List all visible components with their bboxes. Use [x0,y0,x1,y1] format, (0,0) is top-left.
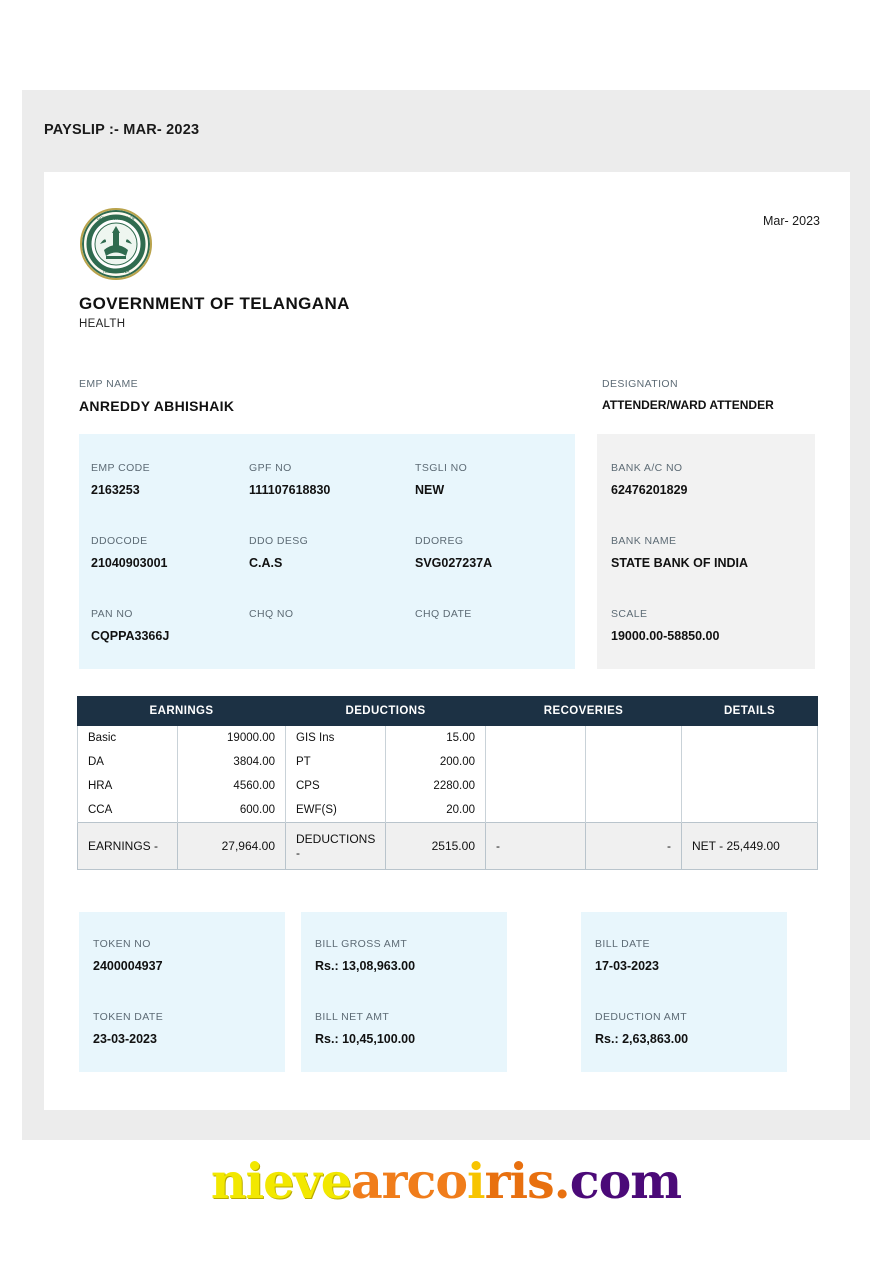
bill-net-amt-field [315,1011,415,1046]
deduction-name: EWF(S) [286,798,386,823]
token-info-box [79,912,285,1072]
detail-value: 19000.00-58850.00 [611,629,720,643]
total-recoveries-label: - [486,823,586,870]
bill-net-amt-label: BILL NET AMT [315,1011,390,1023]
government-name: GOVERNMENT OF TELANGANA [79,294,350,313]
total-deductions-label: DEDUCTIONS - [286,823,386,870]
recovery-amount [586,726,682,751]
designation-label: DESIGNATION [602,378,678,390]
detail-value: NEW [415,483,445,497]
detail-label: PAN NO [91,608,133,620]
employee-name-block [79,378,234,414]
bank-details-panel [597,434,815,669]
token-date-label: TOKEN DATE [93,1011,164,1023]
bill-gross-amt-value: Rs.: 13,08,963.00 [315,959,416,973]
detail-label: EMP CODE [91,462,151,474]
detail-label: CHQ NO [249,608,294,620]
designation-value: ATTENDER/WARD ATTENDER [602,398,774,412]
detail-label: CHQ DATE [415,608,472,620]
table-row [78,774,818,798]
svg-text:GOVERNMENT OF: GOVERNMENT OF [96,217,136,222]
employee-details-panel [79,434,575,669]
recovery-name [486,774,586,798]
detail-text [682,774,818,798]
detail-value: C.A.S [249,556,283,570]
detail-label: TSGLI NO [415,462,468,474]
bill-gross-amt-field [315,938,415,973]
deduction-amount: 2280.00 [386,774,486,798]
site-watermark [0,1152,892,1210]
svg-text:TELANGANA: TELANGANA [102,270,130,275]
detail-label: BANK NAME [611,535,677,547]
detail-text [682,798,818,823]
table-totals-row [78,823,818,870]
deduction-name: GIS Ins [286,726,386,751]
deduction-name: CPS [286,774,386,798]
bill-date-field [595,938,659,973]
deduction-amt-label: DEDUCTION AMT [595,1011,688,1023]
earning-name: HRA [78,774,178,798]
total-recoveries-value: - [586,823,682,870]
employee-name-label: EMP NAME [79,378,139,390]
detail-value: SVG027237A [415,556,493,570]
employee-name-value: ANREDDY ABHISHAIK [79,398,235,414]
bill-amount-box [301,912,507,1072]
column-header-deductions: DEDUCTIONS [286,697,486,726]
earnings-deductions-table [77,696,818,870]
detail-scale [611,608,719,643]
detail-label: DDOREG [415,535,464,547]
detail-ddoreg [415,535,492,570]
detail-gpf-no [249,462,330,497]
page-title: PAYSLIP :- MAR- 2023 [44,122,200,138]
watermark-part-4: ris. [484,1152,570,1210]
detail-tsgli-no [415,462,467,497]
detail-value: 62476201829 [611,483,688,497]
detail-label: GPF NO [249,462,292,474]
recovery-name [486,750,586,774]
watermark-part-2: arco [350,1152,468,1210]
detail-value: 21040903001 [91,556,168,570]
detail-value: CQPPA3366J [91,629,170,643]
recovery-name [486,798,586,823]
detail-chq-no [249,608,293,629]
column-header-earnings: EARNINGS [78,697,286,726]
detail-text [682,726,818,751]
deduction-amount: 20.00 [386,798,486,823]
recovery-amount [586,798,682,823]
token-date-value: 23-03-2023 [93,1032,157,1046]
watermark-part-3: i [467,1152,485,1210]
detail-label: DDO DESG [249,535,309,547]
bill-gross-amt-label: BILL GROSS AMT [315,938,408,950]
earning-name: DA [78,750,178,774]
bill-date-label: BILL DATE [595,938,650,950]
watermark-part-1: nieve [210,1152,351,1210]
deduction-amt-field [595,1011,688,1046]
watermark-part-5: com [569,1152,682,1210]
net-amount-label: NET - 25,449.00 [682,823,818,870]
table-row [78,798,818,823]
detail-label: DDOCODE [91,535,148,547]
recovery-amount [586,774,682,798]
earning-amount: 4560.00 [178,774,286,798]
token-no-field [93,938,163,973]
column-header-details: DETAILS [682,697,818,726]
recovery-name [486,726,586,751]
token-no-label: TOKEN NO [93,938,151,950]
detail-value: 2163253 [91,483,140,497]
bill-date-box [581,912,787,1072]
designation-block [602,378,774,412]
detail-emp-code [91,462,150,497]
detail-label: SCALE [611,608,648,620]
bill-date-value: 17-03-2023 [595,959,659,973]
table-row [78,750,818,774]
detail-text [682,750,818,774]
payslip-period: Mar- 2023 [763,214,820,228]
telangana-emblem-icon [80,208,152,280]
detail-ddo-desg [249,535,308,570]
table-row [78,726,818,751]
deduction-amount: 15.00 [386,726,486,751]
bill-net-amt-value: Rs.: 10,45,100.00 [315,1032,416,1046]
earning-name: CCA [78,798,178,823]
department-name: HEALTH [79,318,126,330]
token-date-field [93,1011,163,1046]
detail-value: STATE BANK OF INDIA [611,556,749,570]
total-earnings-value: 27,964.00 [178,823,286,870]
payslip-sheet [44,172,850,1110]
recovery-amount [586,750,682,774]
total-deductions-value: 2515.00 [386,823,486,870]
detail-bank-name [611,535,748,570]
detail-label: BANK A/C NO [611,462,683,474]
token-no-value: 2400004937 [93,959,163,973]
detail-pan-no [91,608,169,643]
deduction-name: PT [286,750,386,774]
earning-amount: 3804.00 [178,750,286,774]
deduction-amount: 200.00 [386,750,486,774]
earning-amount: 19000.00 [178,726,286,751]
detail-ddocode [91,535,167,570]
detail-chq-date [415,608,472,629]
detail-bank-account-no [611,462,687,497]
earning-name: Basic [78,726,178,751]
deduction-amt-value: Rs.: 2,63,863.00 [595,1032,689,1046]
table-header-row [78,697,818,726]
detail-value: 111107618830 [249,483,331,497]
column-header-recoveries: RECOVERIES [486,697,682,726]
total-earnings-label: EARNINGS - [78,823,178,870]
earning-amount: 600.00 [178,798,286,823]
